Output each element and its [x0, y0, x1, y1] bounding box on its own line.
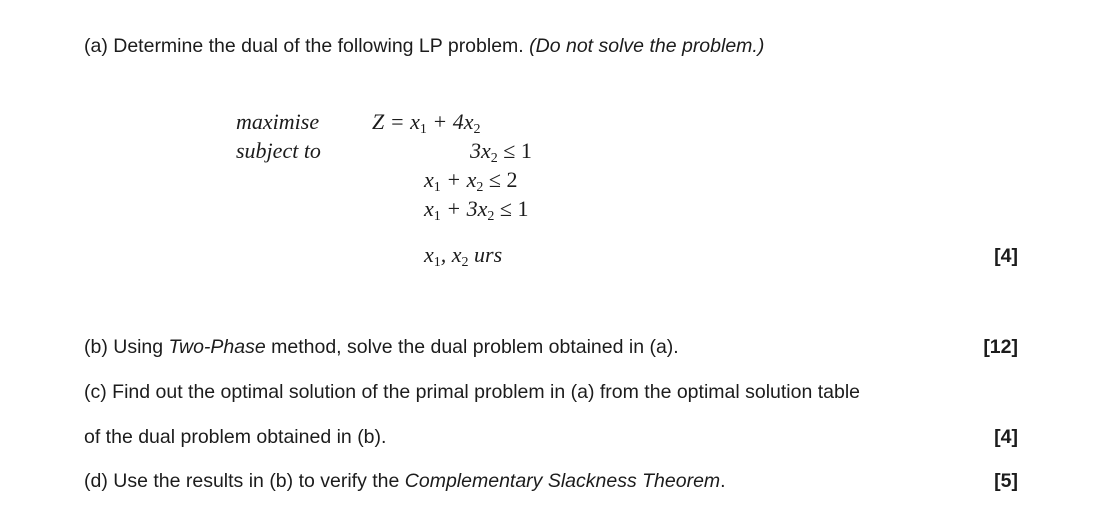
objective-function: $Z = x_1 + 4x_2$	[372, 109, 481, 137]
part-b-marks: [12]	[983, 336, 1018, 358]
part-c-line-1: (c) Find out the optimal solution of the primal problem in (a) from the optimal solution table	[84, 381, 861, 403]
constraint-3: $x_1 + 3x_2 \le 1$	[424, 196, 529, 224]
constraint-1: $3x_2 \le 1$	[470, 138, 532, 166]
part-a-marks: [4]	[994, 245, 1018, 267]
part-b-question: (b) Using Two-Phase method, solve the dual problem obtained in (a).	[84, 336, 679, 358]
part-a-question	[84, 34, 764, 58]
part-a-note: (Do not solve the problem.)	[529, 35, 765, 57]
sign-restriction: $x_1$, $x_2$ urs	[424, 242, 503, 270]
constraint-2: $x_1 + x_2 \le 2$	[424, 167, 518, 195]
two-phase-term: Two-Phase	[168, 336, 266, 358]
keyword-maximise: maximise	[236, 109, 320, 134]
keyword-subject-to: subject to	[236, 138, 321, 163]
part-d-question: (d) Use the results in (b) to verify the Complementary Slackness Theorem.	[84, 470, 726, 492]
part-d-marks: [5]	[994, 470, 1018, 492]
part-c-line-2: of the dual problem obtained in (b).	[84, 426, 387, 448]
part-c-marks: [4]	[994, 426, 1018, 448]
part-a-intro: (a) Determine the dual of the following LP problem.	[84, 35, 524, 57]
theorem-name: Complementary Slackness Theorem	[404, 470, 721, 492]
